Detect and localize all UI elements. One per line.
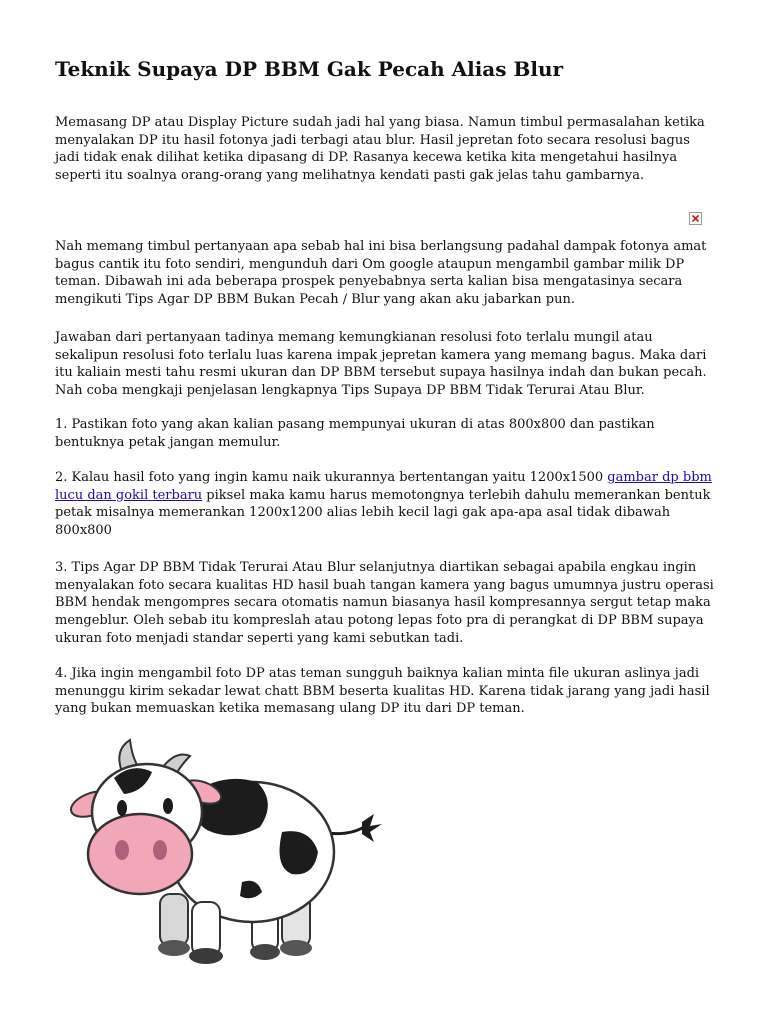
cow-illustration [52, 732, 392, 972]
answer-paragraph: Jawaban dari pertanyaan tadinya memang kemungkianan resolusi foto terlalu mungil atau sekalipun resolusi foto terlalu luas karena impak jepretan kamera yang memang bagus. Maka dari itu kaliain mesti tahu resmi ukuran dan DP BBM tersebut supaya hasilnya indah dan bukan pecah. Nah coba mengkaji penjelasan lengkapnya Tips Supaya DP BBM Tidak Terurai Atau Blur. [55, 330, 707, 399]
tip-2-text-before: 2. Kalau hasil foto yang ingin kamu naik ukurannya bertentangan yaitu 1200x1500 [55, 470, 608, 485]
article-title: Teknik Supaya DP BBM Gak Pecah Alias Blur [55, 57, 564, 81]
tip-2-text-after: piksel maka kamu harus memotongnya terlebih dahulu memerankan bentuk petak misalnya memerankan 1200x1200 alias lebih kecil lagi gak apa-apa asal tidak dibawah 800x800 [55, 487, 711, 539]
tip-4-paragraph: 4. Jika ingin mengambil foto DP atas teman sungguh baiknya kalian minta file ukuran aslinya jadi menunggu kirim sekadar lewat chatt BBM beserta kualitas HD. Karena tidak jarang yang jadi hasil yang bukan memuaskan ketika memasang ulang DP itu dari DP teman. [55, 666, 710, 717]
dp-bbm-link[interactable]: gambar dp bbm lucu dan gokil terbaru [55, 470, 712, 503]
tip-2-paragraph [55, 469, 715, 540]
tip-3-paragraph: 3. Tips Agar DP BBM Tidak Terurai Atau Blur selanjutnya diartikan sebagai apabila engkau ingin menyalakan foto secara kualitas HD hasil buah tangan kamera yang bagus umumnya justru operasi BBM hendak mengompres secara otomatis namun biasanya hasil kompresannya sergut tetap maka mengeblur. Oleh sebab itu kompreslah atau potong lepas foto pra di perangkat di DP BBM supaya ukuran foto menjadi standar seperti yang kami sebutkan tadi. [55, 560, 714, 646]
broken-image-icon [689, 212, 702, 225]
question-paragraph: Nah memang timbul pertanyaan apa sebab hal ini bisa berlangsung padahal dampak fotonya amat bagus cantik itu foto sendiri, mengunduh dari Om google ataupun mengambil gambar milik DP teman. Dibawah ini ada beberapa prospek penyebabnya serta kalian bisa mengatasinya secara mengikuti Tips Agar DP BBM Bukan Pecah / Blur yang akan aku jabarkan pun. [55, 239, 707, 308]
tip-1-paragraph: 1. Pastikan foto yang akan kalian pasang mempunyai ukuran di atas 800x800 dan pastikan bentuknya petak jangan memulur. [55, 417, 655, 450]
intro-paragraph: Memasang DP atau Display Picture sudah jadi hal yang biasa. Namun timbul permasalahan ketika menyalakan DP itu hasil fotonya jadi terbagi atau blur. Hasil jepretan foto secara resolusi bagus jadi tidak enak dilihat ketika dipasang di DP. Rasanya kecewa ketika kita mengetahui hasilnya seperti itu soalnya orang-orang yang melihatnya kendati pasti gak jelas tahu gambarnya. [55, 115, 705, 184]
